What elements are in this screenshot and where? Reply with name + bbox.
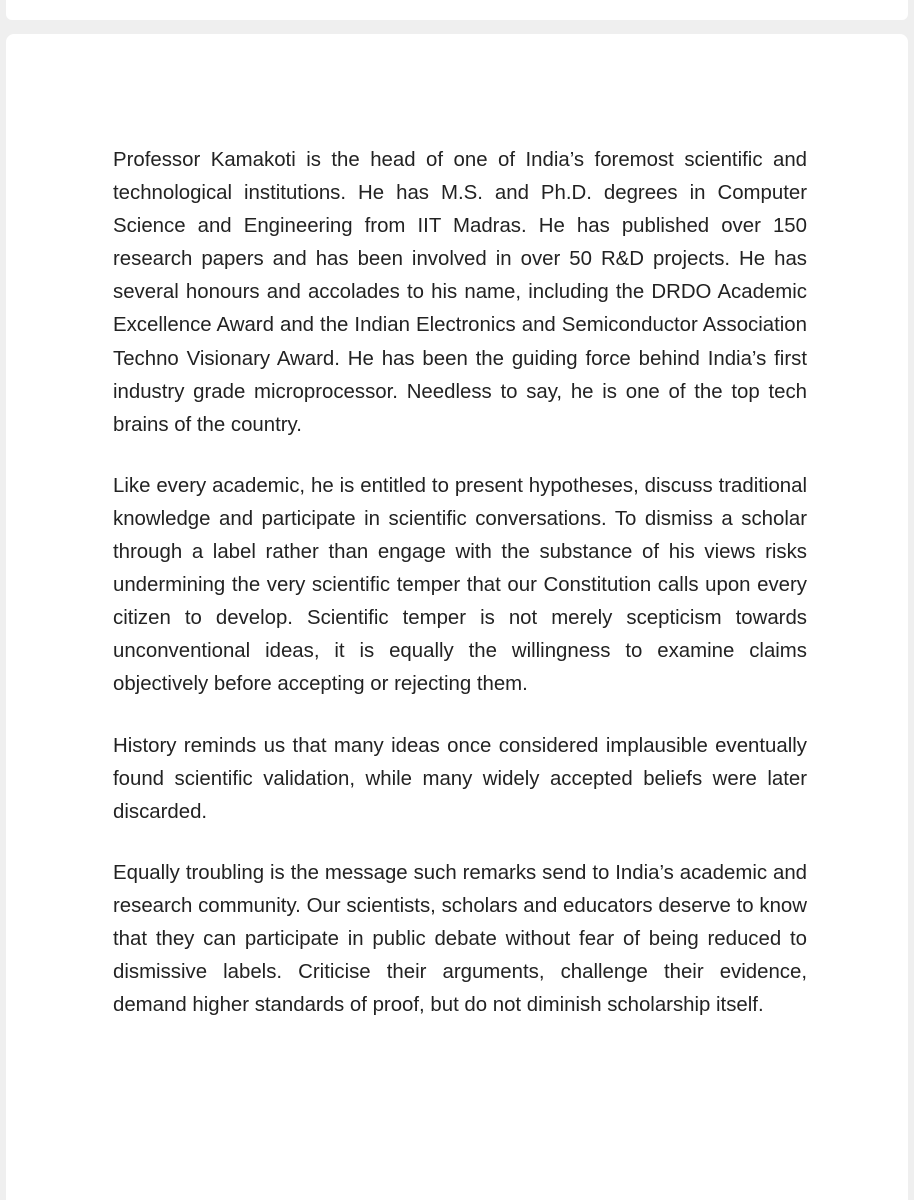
paragraph-4: Equally troubling is the message such remarks send to India’s academic and research community. Our scientists, scholars and educators deserve to know that they can participate in public debate without fear of being reduced to dismissive labels. Criticise their arguments, challenge their evidence, demand higher standards of proof, but do not diminish scholarship itself. (113, 861, 807, 1017)
paragraph-2: Like every academic, he is entitled to present hypotheses, discuss traditional knowledge and participate in scientific conversations. To dismiss a scholar through a label rather than engage with the substance of his views risks undermining the very scientific temper that our Constitution calls upon every citizen to develop. Scientific temper is not merely scepticism towards unconventional ideas, it is equally the willingness to examine claims objectively before accepting or rejecting them. (113, 474, 807, 696)
paragraph-3: History reminds us that many ideas once considered implausible eventually found scientific validation, while many widely accepted beliefs were later discarded. (113, 734, 807, 823)
document-body (113, 144, 807, 1050)
paragraph-1: Professor Kamakoti is the head of one of India’s foremost scientific and technological institutions. He has M.S. and Ph.D. degrees in Computer Science and Engineering from IIT Madras. He has published over 150 research papers and has been involved in over 50 R&D projects. He has several honours and accolades to his name, including the DRDO Academic Excellence Award and the Indian Electronics and Semiconductor Association Techno Visionary Award. He has been the guiding force behind India’s first industry grade microprocessor. Needless to say, he is one of the top tech brains of the country. (113, 149, 807, 436)
previous-page-edge (6, 0, 908, 20)
document-page (6, 34, 908, 1200)
